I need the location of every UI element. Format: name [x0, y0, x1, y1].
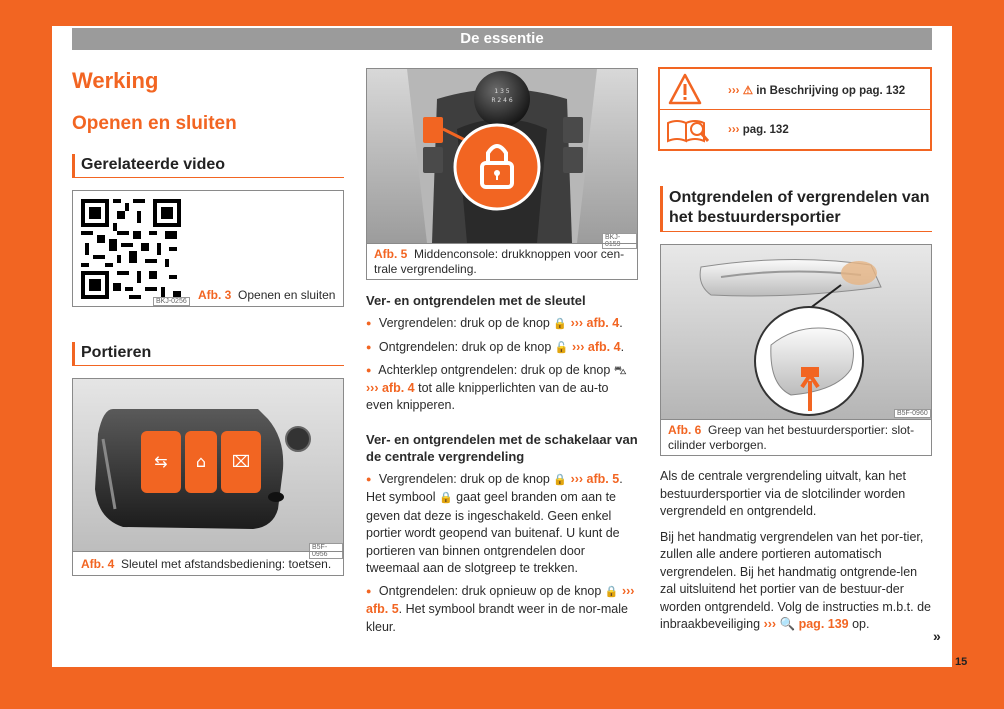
caption-divider [73, 551, 343, 552]
figure-link[interactable]: ››› afb. 4 [570, 316, 620, 330]
book-search-icon [666, 117, 710, 145]
warning-box [658, 67, 932, 151]
switch-heading: Ver- en ontgrendelen met de schakelaar van de centrale vergrendeling [366, 431, 638, 464]
video-heading: Gerelateerde video [72, 154, 344, 178]
page-subtitle: Openen en sluiten [72, 113, 237, 134]
figure-code: BKJ-0256 [153, 297, 190, 306]
center-console-image [367, 69, 637, 243]
warning-triangle-icon [668, 73, 702, 105]
paragraph: Bij het handmatig vergrendelen van het por-tier, zullen alle andere portieren automatisch vergrendelen. Bij het handmatig ontgrende-len zal uitsluitend het portier van de bestuur-der worden ontgrendeld. Volg de instructies m.b.t. de inbraakbeveiliging ››› 🔍 pag. 139 op. [660, 529, 931, 631]
figure-caption: Afb. 3 Openen en sluiten [198, 288, 336, 302]
warning-divider [660, 109, 930, 110]
book-search-icon: 🔍 [779, 617, 796, 631]
caption-divider [367, 243, 637, 244]
book-ref[interactable]: ››› pag. 132 [728, 124, 789, 136]
doors-heading: Portieren [72, 342, 344, 366]
right-text-column [660, 468, 932, 642]
page-link[interactable]: ››› 🔍 pag. 139 [763, 617, 849, 631]
caption-divider [661, 419, 931, 420]
svg-text:⌧: ⌧ [231, 452, 251, 471]
svg-text:⌂: ⌂ [195, 452, 207, 471]
figure-code: BKJ-0159 [602, 233, 637, 249]
middle-text-column [366, 292, 638, 641]
figure-caption: Afb. 5 Middenconsole: drukknoppen voor cen-trale vergrendeling. [374, 247, 625, 276]
car-key-image [73, 379, 343, 551]
figure-4 [72, 378, 344, 576]
lock-icon: 🔒 [438, 492, 453, 504]
list-item: ● Ontgrendelen: druk op de knop 🔓 ››› afb. 4. [366, 339, 638, 358]
page-number: 15 [955, 656, 968, 668]
warning-ref[interactable]: ››› ⚠ in Beschrijving op pag. 132 [728, 85, 906, 97]
lock-icon: 🔒 [553, 473, 568, 486]
driver-door-heading: Ontgrendelen of vergrendelen van het bestuurdersportier [660, 186, 932, 232]
lock-icon: 🔒 [604, 585, 619, 598]
continue-icon: » [933, 628, 941, 644]
figure-link[interactable]: ››› afb. 4 [366, 380, 415, 395]
figure-caption: Afb. 4 Sleutel met afstandsbediening: toetsen. [81, 557, 332, 571]
trunk-icon: ⛍ [613, 363, 627, 377]
figure-code: B5F-0960 [894, 409, 931, 418]
figure-3 [72, 190, 344, 307]
list-item: ● Achterklep ontgrendelen: druk op de knop ⛍ ››› afb. 4 tot alle knipperlichten van de au-to even knipperen. [366, 362, 638, 415]
list-item: ● Ontgrendelen: druk opnieuw op de knop 🔒 ››› afb. 5. Het symbool brandt weer in de nor-male kleur. [366, 583, 638, 637]
figure-caption: Afb. 6 Greep van het bestuurdersportier: slot-cilinder verborgen. [668, 423, 915, 452]
key-heading: Ver- en ontgrendelen met de sleutel [366, 293, 586, 308]
lock-icon: 🔒 [553, 318, 568, 330]
figure-link[interactable]: ››› afb. 5 [570, 471, 620, 486]
svg-text:⇆: ⇆ [154, 452, 168, 471]
list-item: ● Vergrendelen: druk op de knop 🔒 ››› afb. 5. Het symbool 🔒 gaat geel branden om aan te geven dat deze is ingeschakeld. Geen enkel portier wordt geopend van buitenaf. U kunt de portieren van binnen ontgrendelen door tweemaal aan de slotgreep te trekken. [366, 471, 638, 578]
qr-code-icon[interactable] [81, 199, 181, 299]
paragraph: Als de centrale vergrendeling uitvalt, kan het bestuurdersportier via de slotcilinder worden vergrendeld en ontgrendeld. [660, 469, 906, 518]
list-item: ● Vergrendelen: druk op de knop 🔒 ››› afb. 4. [366, 315, 638, 334]
unlock-icon: 🔓 [554, 341, 569, 354]
figure-code: B5F-0956 [309, 543, 343, 559]
figure-link[interactable]: ››› afb. 4 [571, 339, 621, 354]
figure-5 [366, 68, 638, 280]
section-header: De essentie [72, 28, 932, 50]
svg-text:R 2 4 6: R 2 4 6 [491, 97, 513, 104]
figure-6 [660, 244, 932, 456]
svg-text:1 3 5: 1 3 5 [494, 88, 510, 95]
figure-link[interactable]: ››› afb. 5 [366, 583, 635, 616]
page-title: Werking [72, 68, 159, 93]
door-handle-image [661, 245, 931, 419]
